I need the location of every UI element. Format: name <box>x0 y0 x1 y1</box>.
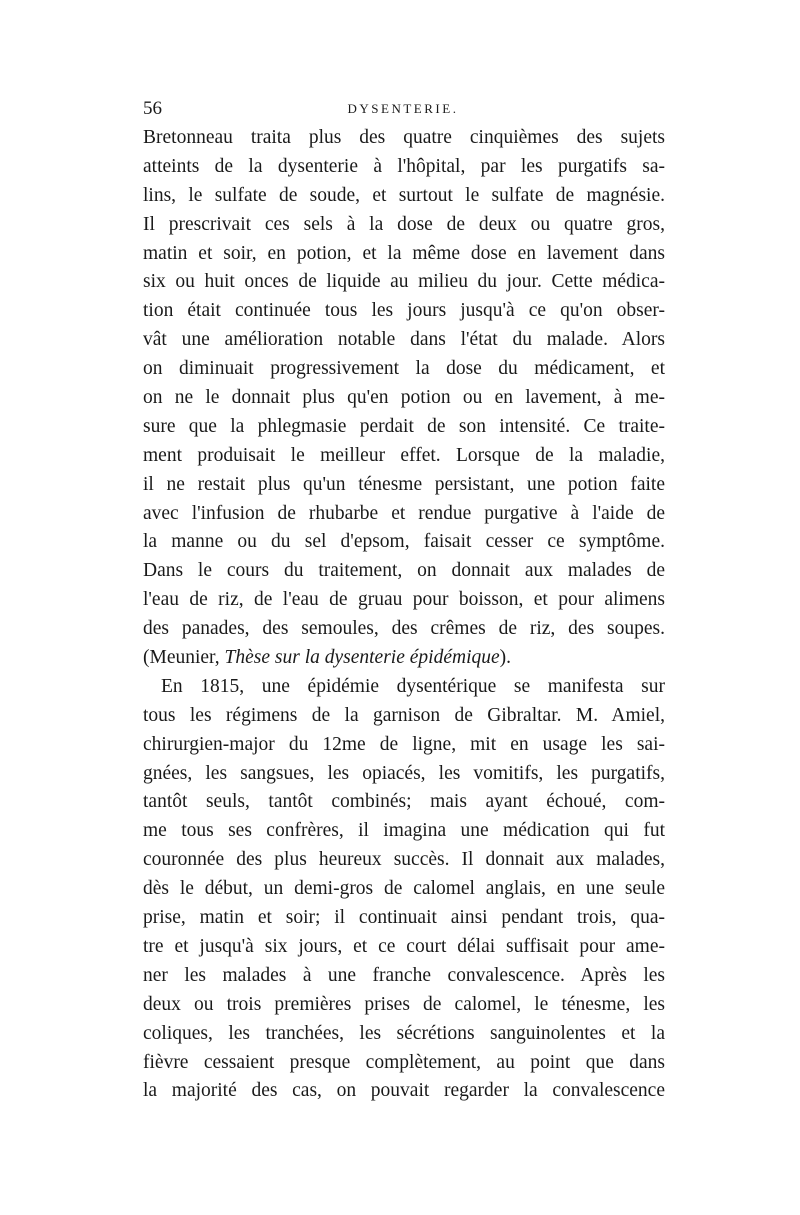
text-line: chirurgien-major du 12me de ligne, mit en usage les sai- <box>143 733 665 755</box>
citation-open: (Meunier, <box>143 647 225 669</box>
text-line: six ou huit onces de liquide au milieu du jour. Cette médica- <box>143 271 665 293</box>
citation-title: Thèse sur la dysenterie épidémique <box>224 647 500 669</box>
text-line: tre et jusqu'à six jours, et ce court délai suffisait pour ame- <box>143 935 665 957</box>
text-line: ment produisait le meilleur effet. Lorsque de la maladie, <box>143 444 665 466</box>
text-line: ner les malades à une franche convalescence. Après les <box>143 964 665 986</box>
citation-line <box>143 644 665 673</box>
text-line: dès le début, un demi-gros de calomel anglais, en une seule <box>143 878 665 900</box>
text-line: deux ou trois premières prises de calomel, le ténesme, les <box>143 993 665 1015</box>
text-line: tantôt seuls, tantôt combinés; mais ayant échoué, com- <box>143 791 665 813</box>
text-line: gnées, les sangsues, les opiacés, les vomitifs, les purgatifs, <box>143 762 665 784</box>
citation-close: ). <box>499 647 512 669</box>
text-line: matin et soir, en potion, et la même dose en lavement dans <box>143 242 665 264</box>
text-line: En 1815, une épidémie dysentérique se manifesta sur <box>161 675 665 697</box>
text-line: fièvre cessaient presque complètement, au point que dans <box>143 1051 665 1073</box>
text-line: la manne ou du sel d'epsom, faisait cesser ce symptôme. <box>143 531 665 553</box>
text-line: couronnée des plus heureux succès. Il donnait aux malades, <box>143 849 665 871</box>
text-line: atteints de la dysenterie à l'hôpital, par les purgatifs sa- <box>143 155 665 177</box>
text-line: me tous ses confrères, il imagina une médication qui fut <box>143 820 665 842</box>
text-line: l'eau de riz, de l'eau de gruau pour boisson, et pour alimens <box>143 589 665 611</box>
text-line: tion était continuée tous les jours jusqu'à ce qu'on obser- <box>143 300 665 322</box>
running-title: DYSENTERIE. <box>347 101 459 116</box>
text-line: on ne le donnait plus qu'en potion ou en lavement, à me- <box>143 387 665 409</box>
text-line: Bretonneau traita plus des quatre cinquièmes des sujets <box>143 127 665 148</box>
text-line: il ne restait plus qu'un ténesme persistant, une potion faite <box>143 473 665 495</box>
text-line: vât une amélioration notable dans l'état du malade. Alors <box>143 329 665 351</box>
text-line: la majorité des cas, on pouvait regarder la convalescence <box>143 1080 665 1102</box>
text-line: lins, le sulfate de soude, et surtout le sulfate de magnésie. <box>143 184 665 206</box>
text-line: coliques, les tranchées, les sécrétions sanguinolentes et la <box>143 1022 665 1044</box>
text-line: Dans le cours du traitement, on donnait aux malades de <box>143 560 665 582</box>
body-text <box>143 124 665 1106</box>
text-line: sure que la phlegmasie perdait de son intensité. Ce traite- <box>143 415 665 437</box>
text-line: prise, matin et soir; il continuait ainsi pendant trois, qua- <box>143 907 665 929</box>
page-number: 56 <box>143 98 162 119</box>
text-line: avec l'infusion de rhubarbe et rendue purgative à l'aide de <box>143 502 665 524</box>
text-line: on diminuait progressivement la dose du médicament, et <box>143 358 665 380</box>
text-line: tous les régimens de la garnison de Gibraltar. M. Amiel, <box>143 704 665 726</box>
text-line: des panades, des semoules, des crêmes de riz, des soupes. <box>143 618 665 640</box>
text-line: Il prescrivait ces sels à la dose de deux ou quatre gros, <box>143 213 665 235</box>
